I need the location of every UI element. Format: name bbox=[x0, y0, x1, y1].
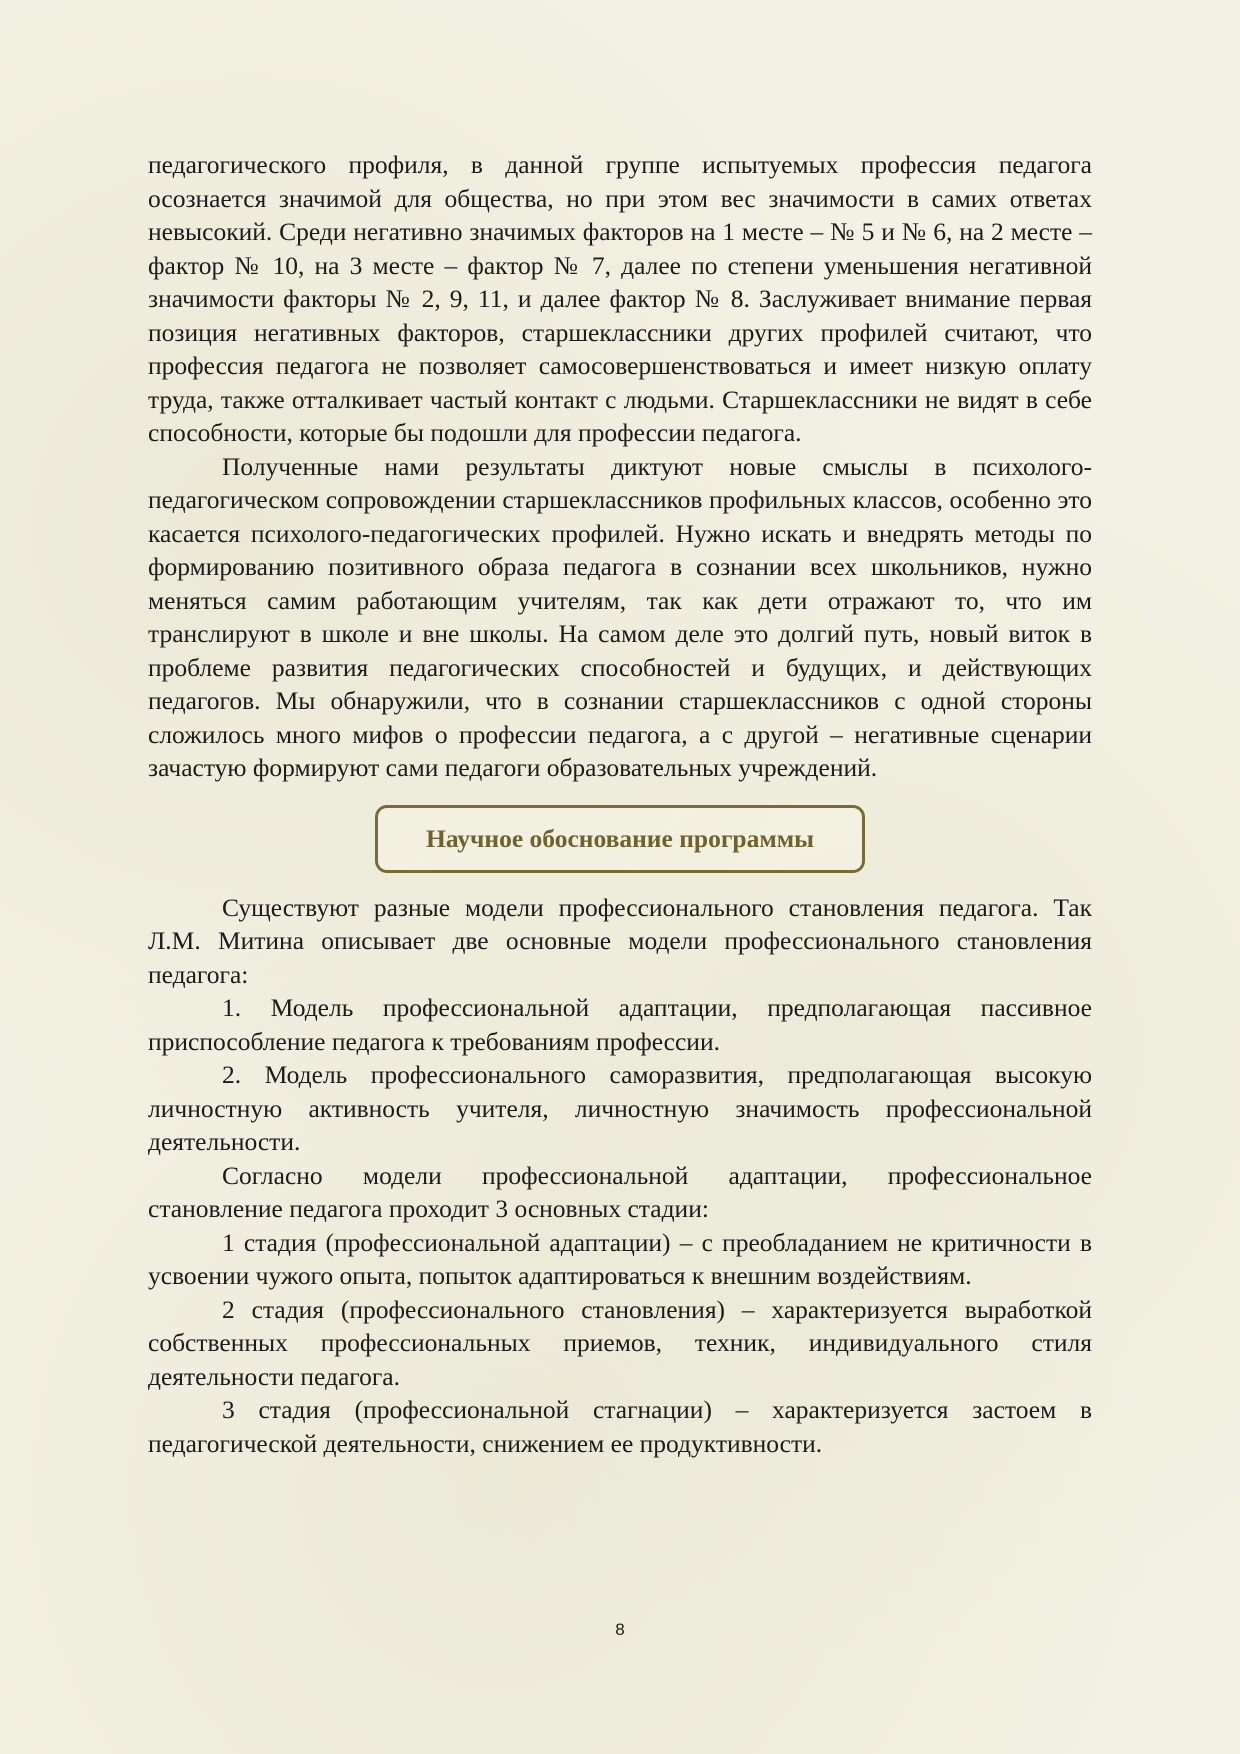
section-heading-wrapper bbox=[148, 805, 1092, 873]
paragraph-stage-2: 2 стадия (профессионального становления) – характеризуется выработкой собственных профессиональных приемов, техник, индивидуального стиля деятельности педагога. bbox=[148, 1294, 1092, 1391]
paragraph-continuation: педагогического профиля, в данной группе испытуемых профессия педагога осознается значимой для общества, но при этом вес значимости в самих ответах невысокий. Среди негативно значимых факторов на 1 месте – № 5 и № 6, на 2 месте – фактор № 10, на 3 месте – фактор № 7, далее по степени уменьшения негативной значимости факторы № 2, 9, 11, и далее фактор № 8. Заслуживает внимание первая позиция негативных факторов, старшеклассники других профилей считают, что профессия педагога не позволяет самосовершенствоваться и имеет низкую оплату труда, также отталкивает частый контакт с людьми. Старшеклассники не видят в себе способности, которые бы подошли для профессии педагога. bbox=[148, 150, 1092, 447]
paragraph-stage-1: 1 стадия (профессиональной адаптации) – с преобладанием не критичности в усвоении чужого опыта, попыток адаптироваться к внешним воздействиям. bbox=[148, 1227, 1092, 1290]
paragraph-models-intro: Существуют разные модели профессионального становления педагога. Так Л.М. Митина описывает две основные модели профессионального становления педагога: bbox=[148, 892, 1092, 989]
paragraph-stage-3: 3 стадия (профессиональной стагнации) – характеризуется застоем в педагогической деятельности, снижением ее продуктивности. bbox=[148, 1395, 1092, 1458]
paragraph-results: Полученные нами результаты диктуют новые смыслы в психолого-педагогическом сопровождении старшеклассников профильных классов, особенно это касается психолого-педагогических профилей. Нужно искать и внедрять методы по формированию позитивного образа педагога в сознании всех школьников, нужно меняться самим работающим учителям, так как дети отражают то, что им транслируют в школе и вне школы. На самом деле это долгий путь, новый виток в проблеме развития педагогических способностей и будущих, и действующих педагогов. Мы обнаружили, что в сознании старшеклассников с одной стороны сложилось много мифов о профессии педагога, а с другой – негативные сценарии зачастую формируют сами педагоги образовательных учреждений. bbox=[148, 451, 1092, 782]
section-heading-box bbox=[375, 805, 865, 873]
paragraph-model-adaptation: 1. Модель профессиональной адаптации, предполагающая пассивное приспособление педагога к требованиям профессии. bbox=[148, 993, 1092, 1056]
paragraph-model-selfdevelopment: 2. Модель профессионального саморазвития, предполагающая высокую личностную активность учителя, личностную значимость профессиональной деятельности. bbox=[148, 1060, 1092, 1156]
paragraph-stages-intro: Согласно модели профессиональной адаптации, профессиональное становление педагога проходит 3 основных стадии: bbox=[148, 1160, 1092, 1223]
document-page bbox=[148, 148, 1092, 1460]
section-heading: Научное обоснование программы bbox=[426, 823, 814, 853]
page-number: 8 bbox=[615, 1620, 625, 1639]
